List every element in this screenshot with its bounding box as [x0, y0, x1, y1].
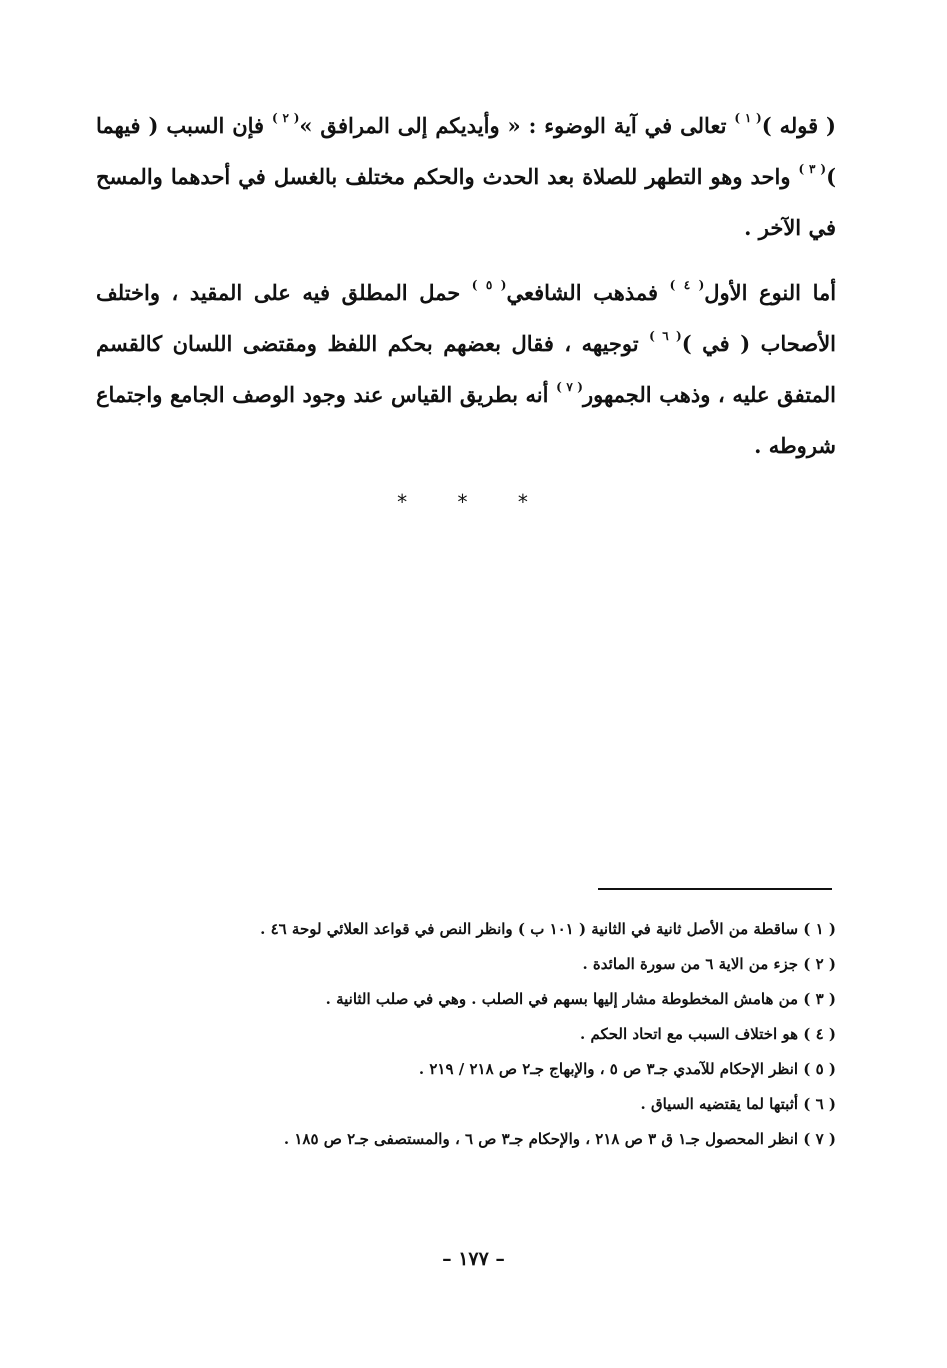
paragraph-text: تعالى في آية الوضوء : « وأيديكم إلى المرافق » [299, 113, 735, 138]
paragraph-1 [96, 100, 836, 253]
paragraph-text: توجيهه ، فقال بعضهم بحكم اللفظ ومقتضى اللسان كالقسم المتفق عليه ، وذهب الجمهور [96, 331, 836, 407]
footnotes [96, 912, 836, 1157]
footnote-ref: ( ٥ ) [471, 278, 507, 292]
footnote-ref: ( ٦ ) [649, 329, 682, 343]
paragraph-text: فإن السبب ( فيهما ) [96, 113, 836, 189]
page-number: – ١٧٧ – [442, 1248, 505, 1270]
paragraph-text: أما النوع الأول [704, 280, 837, 305]
paragraph-2 [96, 267, 836, 471]
footnote-ref: ( ٧ ) [556, 380, 583, 394]
paragraph-text: ( قوله ) [761, 113, 836, 138]
footnote-rule [598, 888, 832, 890]
paragraph-text: فمذهب الشافعي [506, 280, 670, 305]
footnote-4: ( ٤ ) هو اختلاف السبب مع اتحاد الحكم . [580, 1025, 836, 1043]
footnote-2: ( ٢ ) جزء من الاية ٦ من سورة المائدة . [582, 955, 836, 973]
section-separator: * * * [397, 490, 550, 514]
footnote-3: ( ٣ ) من هامش المخطوطة مشار إليها بسهم في الصلب . وهي في صلب الثانية . [325, 990, 836, 1008]
footnote-ref: ( ٢ ) [272, 111, 300, 125]
footnote-ref: ( ٤ ) [669, 278, 705, 292]
footnote-ref: ( ٣ ) [798, 162, 827, 176]
footnote-6: ( ٦ ) أثبتها لما يقتضيه السياق . [640, 1095, 836, 1113]
paragraph-text: حمل المطلق فيه على المقيد ، واختلف الأصحاب ( في ) [96, 280, 837, 356]
paragraph-text: واحد وهو التطهر للصلاة بعد الحدث والحكم مختلف بالغسل في أحدهما والمسح في الآخر . [96, 164, 836, 240]
footnote-5: ( ٥ ) انظر الإحكام للآمدي جـ٣ ص ٥ ، والإبهاج جـ٢ ص ٢١٨ / ٢١٩ . [418, 1060, 836, 1078]
footnote-7: ( ٧ ) انظر المحصول جـ١ ق ٣ ص ٢١٨ ، والإحكام جـ٣ ص ٦ ، والمستصفى جـ٢ ص ١٨٥ . [283, 1130, 836, 1148]
footnote-ref: ( ١ ) [734, 111, 762, 125]
paragraph-text: أنه بطريق القياس عند وجود الوصف الجامع واجتماع شروطه . [96, 382, 836, 458]
footnote-1: ( ١ ) ساقطة من الأصل ثانية في الثانية ( ١٠١ ب ) وانظر النص في قواعد العلائي لوحة ٤٦ . [260, 920, 836, 938]
